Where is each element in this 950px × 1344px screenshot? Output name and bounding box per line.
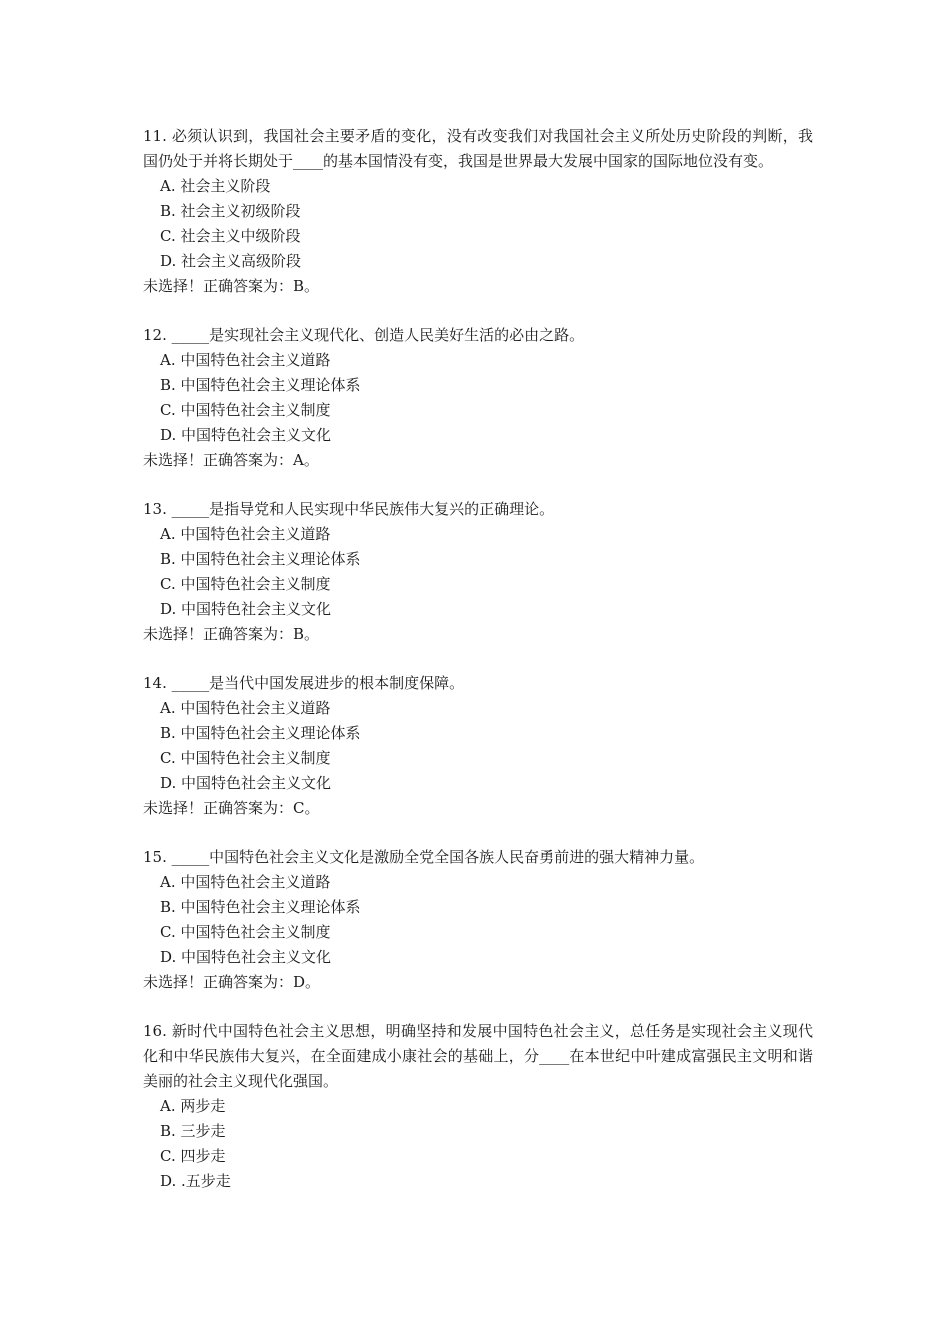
question-stem: 11. 必须认识到，我国社会主要矛盾的变化，没有改变我们对我国社会主义所处历史阶段的判断，我国仍处于并将长期处于____的基本国情没有变，我国是世界最大发展中国家的国际地位没有变。 [143, 127, 813, 170]
option-b: B. 中国特色社会主义理论体系 [160, 376, 361, 394]
option-a: A. 社会主义阶段 [160, 177, 271, 195]
question-15 [143, 845, 813, 995]
option-b: B. 中国特色社会主义理论体系 [160, 550, 361, 568]
question-stem: 16. 新时代中国特色社会主义思想，明确坚持和发展中国特色社会主义，总任务是实现社会主义现代化和中华民族伟大复兴，在全面建成小康社会的基础上，分____在本世纪中叶建成富强民主文明和谐美丽的社会主义现代化强国。 [143, 1022, 813, 1090]
option-a: A. 中国特色社会主义道路 [160, 351, 331, 369]
question-stem: 14. _____是当代中国发展进步的根本制度保障。 [143, 674, 465, 692]
option-c: C. 中国特色社会主义制度 [160, 575, 331, 593]
option-c: C. 中国特色社会主义制度 [160, 749, 331, 767]
option-d: D. 社会主义高级阶段 [160, 252, 302, 270]
option-d: D. 中国特色社会主义文化 [160, 426, 332, 444]
option-d: D. 中国特色社会主义文化 [160, 600, 332, 618]
option-c: C. 中国特色社会主义制度 [160, 923, 331, 941]
option-b: B. 三步走 [160, 1122, 226, 1140]
option-a: A. 中国特色社会主义道路 [160, 525, 331, 543]
option-b: B. 社会主义初级阶段 [160, 202, 301, 220]
option-d: D. .五步走 [160, 1172, 231, 1190]
option-d: D. 中国特色社会主义文化 [160, 948, 332, 966]
answer-line: 未选择！正确答案为：B。 [143, 277, 320, 295]
option-b: B. 中国特色社会主义理论体系 [160, 724, 361, 742]
answer-line: 未选择！正确答案为：B。 [143, 625, 320, 643]
answer-line: 未选择！正确答案为：D。 [143, 973, 321, 991]
option-c: C. 社会主义中级阶段 [160, 227, 301, 245]
option-c: C. 中国特色社会主义制度 [160, 401, 331, 419]
document-page [143, 124, 813, 1218]
option-b: B. 中国特色社会主义理论体系 [160, 898, 361, 916]
question-12 [143, 323, 813, 473]
option-d: D. 中国特色社会主义文化 [160, 774, 332, 792]
option-a: A. 两步走 [160, 1097, 226, 1115]
answer-line: 未选择！正确答案为：A。 [143, 451, 319, 469]
question-13 [143, 497, 813, 647]
question-16 [143, 1019, 813, 1194]
question-stem: 12. _____是实现社会主义现代化、创造人民美好生活的必由之路。 [143, 326, 585, 344]
question-stem: 15. _____中国特色社会主义文化是激励全党全国各族人民奋勇前进的强大精神力量。 [143, 848, 705, 866]
option-c: C. 四步走 [160, 1147, 226, 1165]
option-a: A. 中国特色社会主义道路 [160, 699, 331, 717]
option-a: A. 中国特色社会主义道路 [160, 873, 331, 891]
answer-line: 未选择！正确答案为：C。 [143, 799, 320, 817]
question-14 [143, 671, 813, 821]
question-stem: 13. _____是指导党和人民实现中华民族伟大复兴的正确理论。 [143, 500, 555, 518]
question-11 [143, 124, 813, 299]
